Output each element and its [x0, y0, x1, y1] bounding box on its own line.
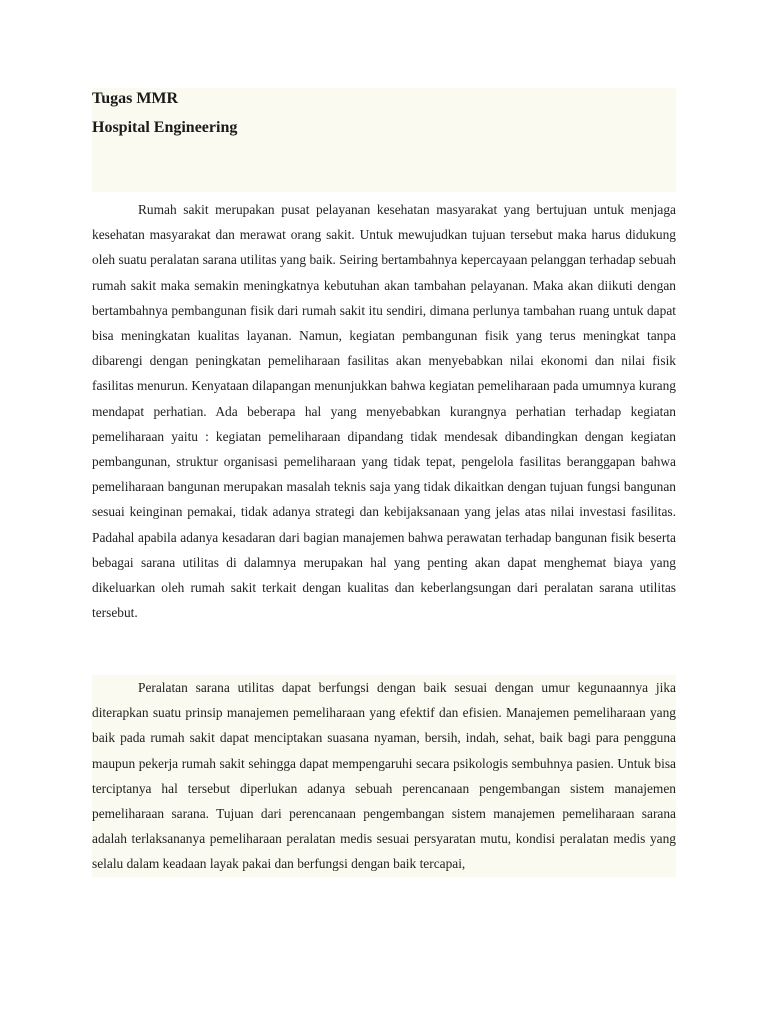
document-subtitle: Hospital Engineering: [92, 119, 238, 136]
body-paragraph-1: Rumah sakit merupakan pusat pelayanan kesehatan masyarakat yang bertujuan untuk menjaga kesehatan masyarakat dan merawat orang sakit. Untuk mewujudkan tujuan tersebut maka harus didukung oleh suatu peralatan sarana utilitas yang baik. Seiring bertambahnya kepercayaan pelanggan terhadap sebuah rumah sakit maka semakin meningkatnya kebutuhan akan tambahan pelayanan. Maka akan diikuti dengan bertambahnya pembangunan fisik dari rumah sakit itu sendiri, dimana perlunya tambahan ruang untuk dapat bisa meningkatan kualitas layanan. Namun, kegiatan pembangunan fisik yang terus meningkat tanpa dibarengi dengan peningkatan pemeliharaan fasilitas akan menyebabkan nilai ekonomi dan nilai fisik fasilitas menurun. Kenyataan dilapangan menunjukkan bahwa kegiatan pemeliharaan pada umumnya kurang mendapat perhatian. Ada beberapa hal yang menyebabkan kurangnya perhatian terhadap kegiatan pemeliharaan yaitu : kegiatan pemeliharaan dipandang tidak mendesak dibandingkan dengan kegiatan pembangunan, struktur organisasi pemeliharaan yang tidak tepat, pengelola fasilitas beranggapan bahwa pemeliharaan bangunan merupakan masalah teknis saja yang tidak dikaitkan dengan tujuan fungsi bangunan sesuai keinginan pemakai, tidak adanya strategi dan kebijaksanaan yang jelas atas nilai investasi fasilitas. Padahal apabila adanya kesadaran dari bagian manajemen bahwa perawatan terhadap bangunan fisik beserta bebagai sarana utilitas di dalamnya merupakan hal yang penting akan dapat menghemat biaya yang dikeluarkan oleh rumah sakit terkait dengan kualitas dan keberlangsungan dari peralatan sarana utilitas tersebut.: [92, 202, 676, 621]
title-block: [92, 88, 676, 192]
document-title: Tugas MMR: [92, 90, 179, 107]
body-paragraph-2: Peralatan sarana utilitas dapat berfungsi dengan baik sesuai dengan umur kegunaannya jika diterapkan suatu prinsip manajemen pemeliharaan yang efektif dan efisien. Manajemen pemeliharaan yang baik pada rumah sakit dapat menciptakan suasana nyaman, bersih, indah, sehat, baik bagi para pengguna maupun pekerja rumah sakit sehingga dapat mempengaruhi secara psikologis sembuhnya pasien. Untuk bisa terciptanya hal tersebut diperlukan adanya sebuah perencanaan pengembangan sistem manajemen pemeliharaan sarana. Tujuan dari perencanaan pengembangan sistem manajemen pemeliharaan sarana adalah terlaksananya pemeliharaan peralatan medis sesuai persyaratan mutu, kondisi peralatan medis yang selalu dalam keadaan layak pakai dan berfungsi dengan baik tercapai,: [92, 675, 676, 877]
